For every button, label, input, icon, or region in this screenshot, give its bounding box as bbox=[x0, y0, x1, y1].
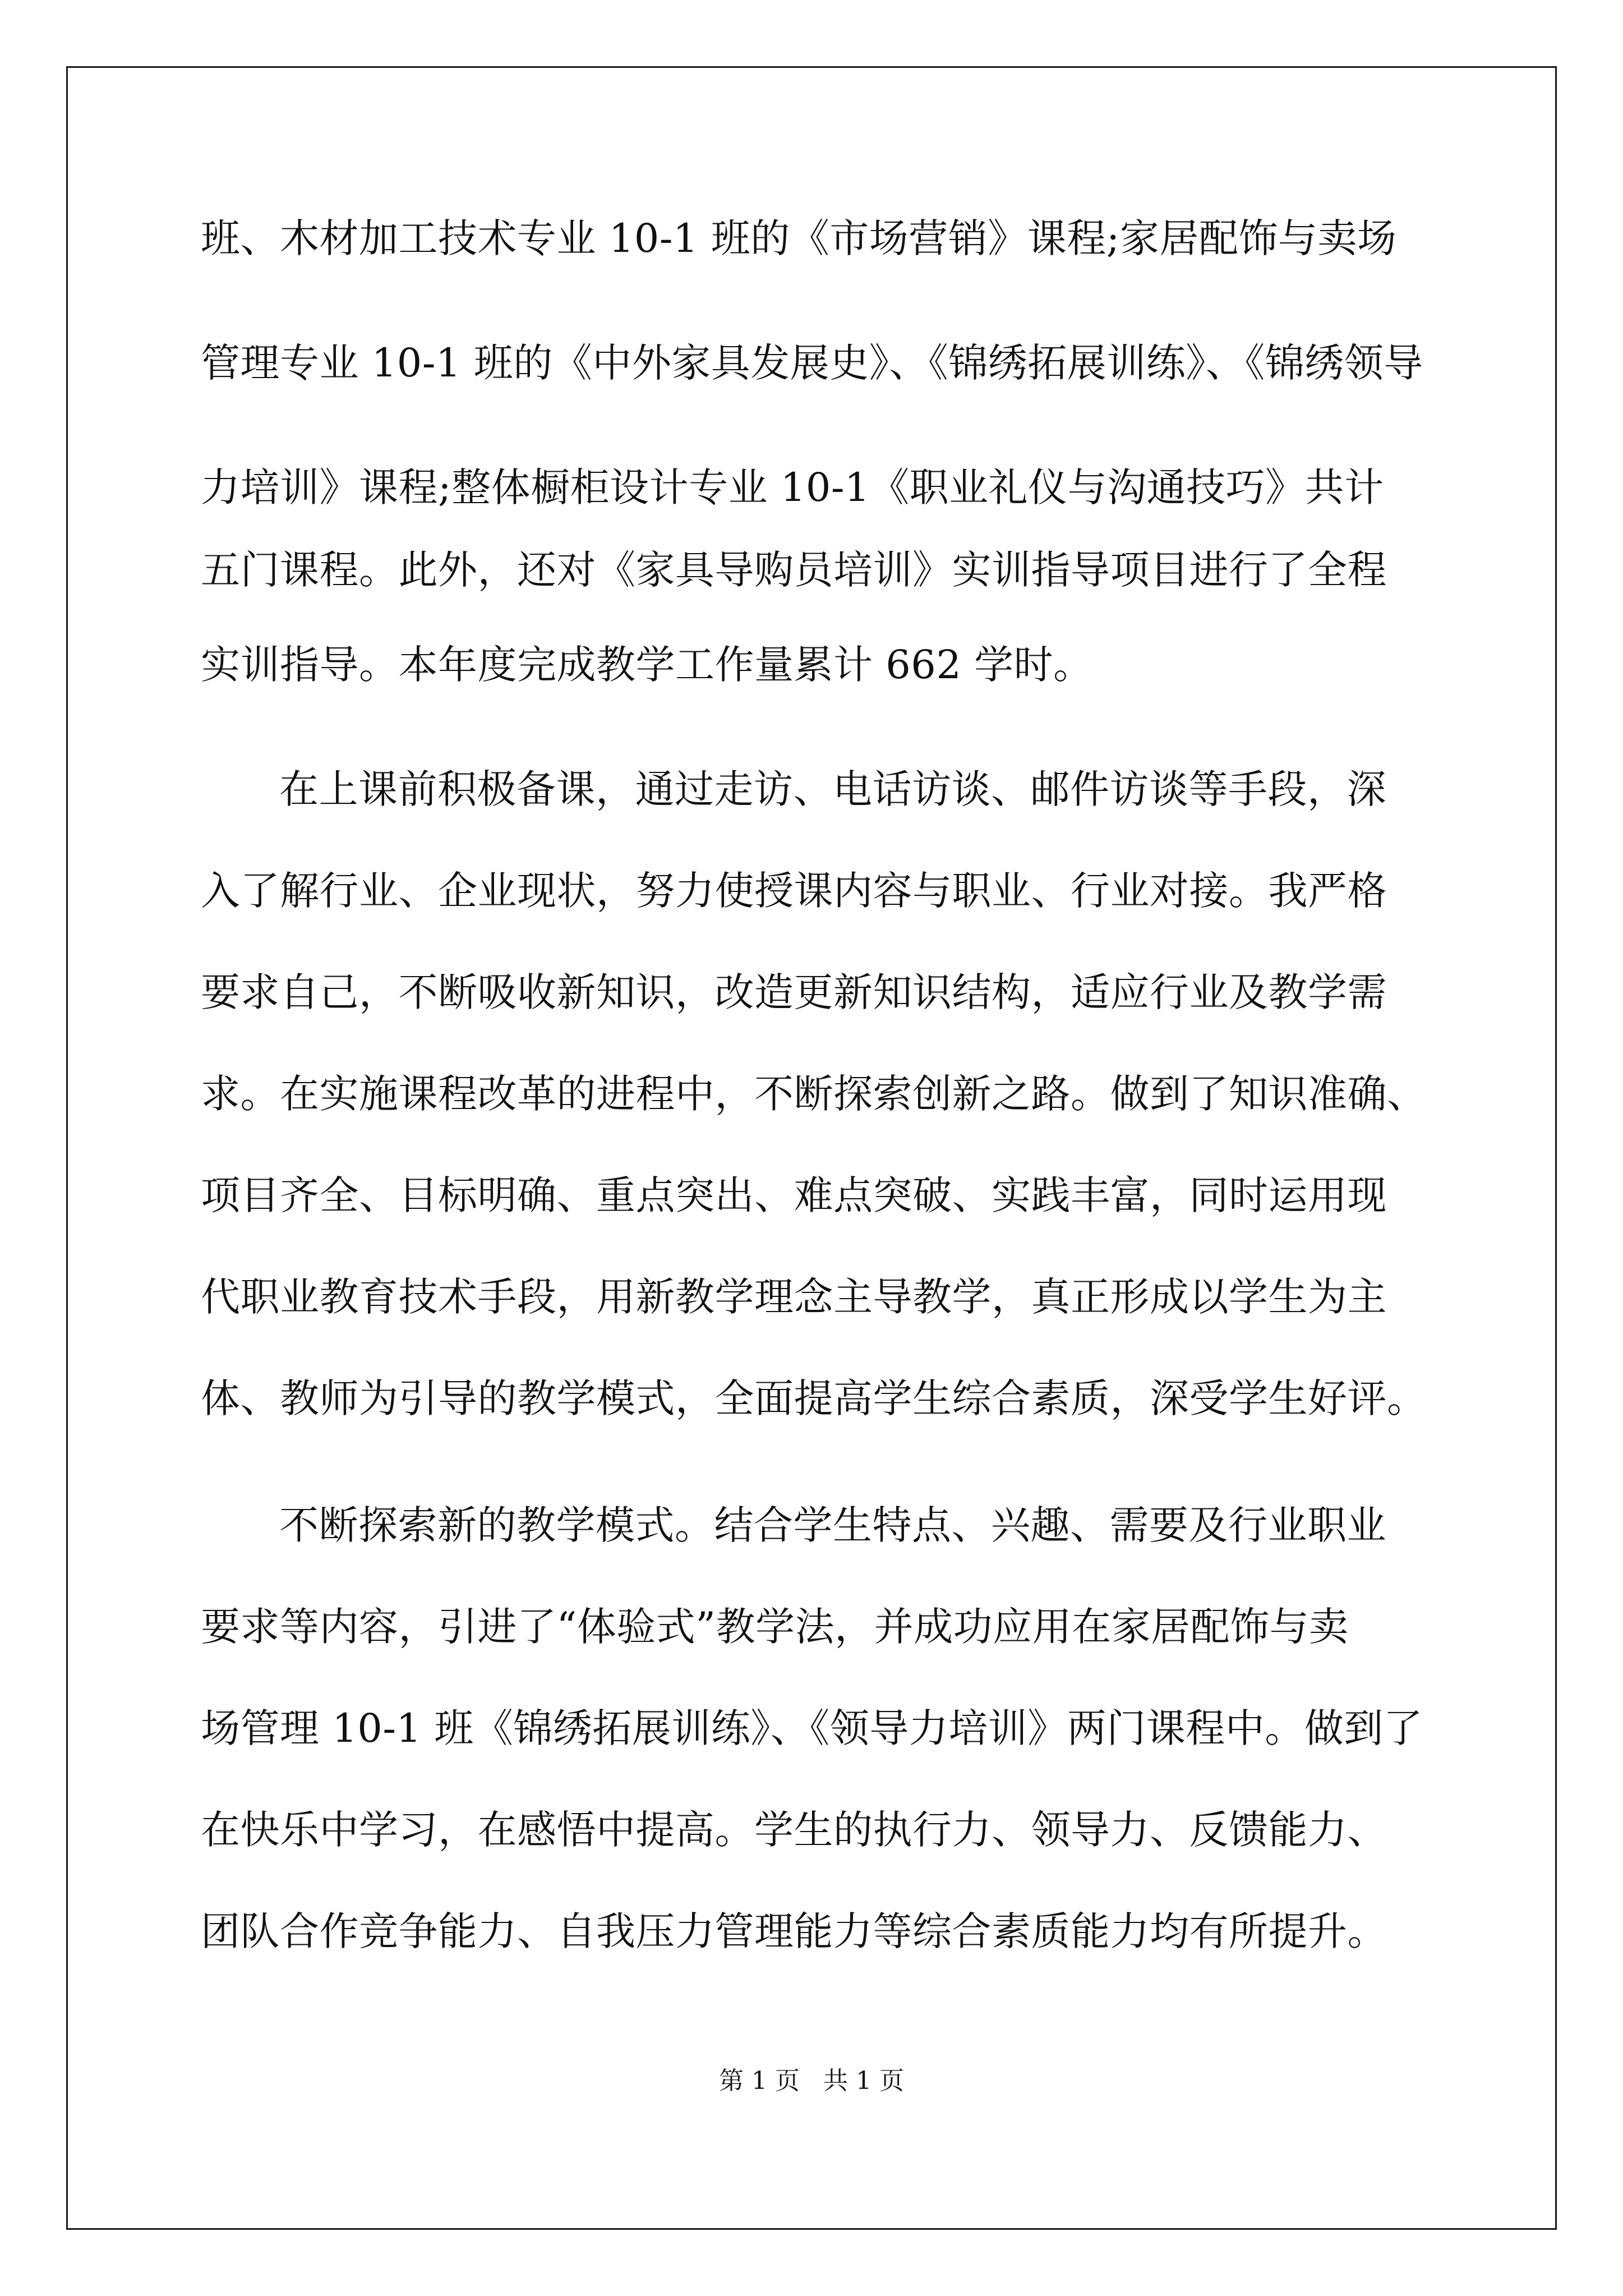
body-text-line: 要求自己，不断吸收新知识，改造更新知识结构，适应行业及教学需 bbox=[201, 969, 1387, 1015]
body-text-line: 求。在实施课程改革的进程中，不断探索创新之路。做到了知识准确、 bbox=[201, 1071, 1427, 1117]
body-text-line: 五门课程。此外，还对《家具导购员培训》实训指导项目进行了全程 bbox=[201, 547, 1387, 593]
page-number-footer: 第 1 页 共 1 页 bbox=[719, 2067, 904, 2095]
body-text-line: 场管理 10-1 班《锦绣拓展训练》、《领导力培训》两门课程中。做到了 bbox=[201, 1705, 1423, 1751]
body-text-line: 在上课前积极备课，通过走访、电话访谈、邮件访谈等手段，深 bbox=[279, 766, 1386, 812]
body-text-line: 团队合作竞争能力、自我压力管理能力等综合素质能力均有所提升。 bbox=[201, 1908, 1387, 1954]
body-text-line: 不断探索新的教学模式。结合学生特点、兴趣、需要及行业职业 bbox=[279, 1502, 1386, 1548]
body-text-line: 管理专业 10-1 班的《中外家具发展史》、《锦绣拓展训练》、《锦绣领导 bbox=[201, 340, 1423, 386]
body-text-line: 班、木材加工技术专业 10-1 班的《市场营销》课程;家居配饰与卖场 bbox=[201, 215, 1397, 261]
body-text-line: 代职业教育技术手段，用新教学理念主导教学，真正形成以学生为主 bbox=[201, 1274, 1387, 1320]
body-text-line: 在快乐中学习，在感悟中提高。学生的执行力、领导力、反馈能力、 bbox=[201, 1807, 1387, 1853]
body-text-line: 实训指导。本年度完成教学工作量累计 662 学时。 bbox=[201, 642, 1093, 688]
body-text-line: 要求等内容，引进了“体验式”教学法，并成功应用在家居配饰与卖 bbox=[201, 1604, 1349, 1650]
body-text-line: 体、教师为引导的教学模式，全面提高学生综合素质，深受学生好评。 bbox=[201, 1375, 1427, 1421]
body-text-line: 项目齐全、目标明确、重点突出、难点突破、实践丰富，同时运用现 bbox=[201, 1172, 1387, 1218]
body-text-line: 力培训》课程;整体橱柜设计专业 10-1《职业礼仪与沟通技巧》共计 bbox=[201, 464, 1384, 510]
body-text-line: 入了解行业、企业现状，努力使授课内容与职业、行业对接。我严格 bbox=[201, 868, 1387, 914]
